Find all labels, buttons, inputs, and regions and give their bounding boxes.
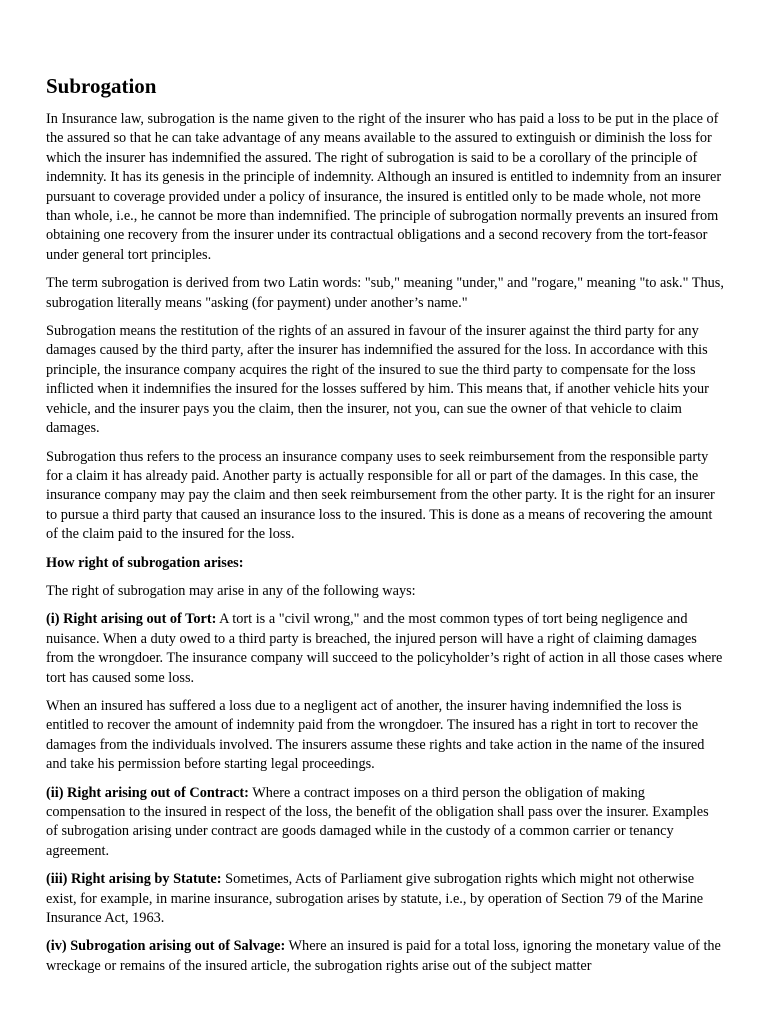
document-page <box>46 72 724 985</box>
item-statute <box>46 870 724 928</box>
item-statute-label: (iii) Right arising by Statute: <box>46 871 222 888</box>
document-title: Subrogation <box>46 74 157 98</box>
item-salvage-text: Where an insured is paid for a total loss, ignoring the monetary value of the wreckage or remains of the insured article, the subrogation rights arise out of the subject matter <box>46 938 721 974</box>
section-intro: The right of subrogation may arise in any of the following ways: <box>46 582 416 599</box>
item-contract <box>46 784 724 862</box>
paragraph-tort-followup: When an insured has suffered a loss due to a negligent act of another, the insurer having indemnified the loss is entitled to recover the amount of indemnity paid from the wrongdoer. The insured has a right in tort to recover the damages from the individuals involved. The insurers assume these rights and take action in the name of the insured and take his permission before starting legal proceedings. <box>46 697 705 773</box>
item-tort-text: A tort is a "civil wrong," and the most common types of tort being negligence and nuisance. When a duty owed to a third party is breached, the injured person will have a right of claiming damages from the wrongdoer. The insurance company will succeed to the policyholder’s right of action in all those cases where tort has caused some loss. <box>46 611 723 686</box>
item-salvage-label: (iv) Subrogation arising out of Salvage: <box>46 938 286 955</box>
paragraph-meaning: Subrogation means the restitution of the rights of an assured in favour of the insurer against the third party for any damages caused by the third party, after the insurer has indemnified the assured for the loss. In accordance with this principle, the insurance company acquires the right of the insured to sue the third party to compensate for the loss inflicted when it indemnifies the insured for the losses suffered by him. This means that, if another vehicle hits your vehicle, and the insurer pays you the claim, then the insurer, not you, can sue the owner of that vehicle to claim damages. <box>46 323 709 437</box>
item-statute-text: Sometimes, Acts of Parliament give subrogation rights which might not otherwise exist, for example, in marine insurance, subrogation arises by statute, i.e., by operation of Section 79 of the Marine Insurance Act, 1963. <box>46 871 704 927</box>
item-tort <box>46 610 724 688</box>
paragraph-definition: In Insurance law, subrogation is the name given to the right of the insurer who has paid a loss to be put in the place of the assured so that he can take advantage of any means available to the assured to extinguish or diminish the loss for which the insurer has indemnified the assured. The right of subrogation is said to be a corollary of the principle of indemnity. It has its genesis in the principle of indemnity. Although an insured is entitled to indemnity from an insurer pursuant to coverage provided under a policy of insurance, the insured is entitled only to be made whole, not more than whole, i.e., he cannot be more than indemnified. The principle of subrogation normally prevents an insured from obtaining one recovery from the insurer under its contractual obligations and a second recovery from the tort-feasor under general tort principles. <box>46 111 722 263</box>
paragraph-process: Subrogation thus refers to the process an insurance company uses to seek reimbursement from the responsible party for a claim it has already paid. Another party is actually responsible for all or part of the damages. In this case, the insurance company may pay the claim and then seek reimbursement from the other party. It is the right for an insurer to pursue a third party that caused an insurance loss to the insured. This is done as a means of recovering the amount of the claim paid to the insured for the loss. <box>46 448 715 543</box>
item-salvage <box>46 937 724 976</box>
item-tort-label: (i) Right arising out of Tort: <box>46 611 217 628</box>
item-contract-label: (ii) Right arising out of Contract: <box>46 784 249 801</box>
section-heading: How right of subrogation arises: <box>46 554 244 571</box>
item-contract-text: Where a contract imposes on a third person the obligation of making compensation to the insured in respect of the loss, the benefit of the obligation shall pass over the insurer. Examples of subrogation arising under contract are goods damaged while in the custody of a common carrier or tenancy agreement. <box>46 784 709 859</box>
paragraph-etymology: The term subrogation is derived from two Latin words: "sub," meaning "under," and "rogare," meaning "to ask." Thus, subrogation literally means "asking (for payment) under another’s name." <box>46 275 724 311</box>
